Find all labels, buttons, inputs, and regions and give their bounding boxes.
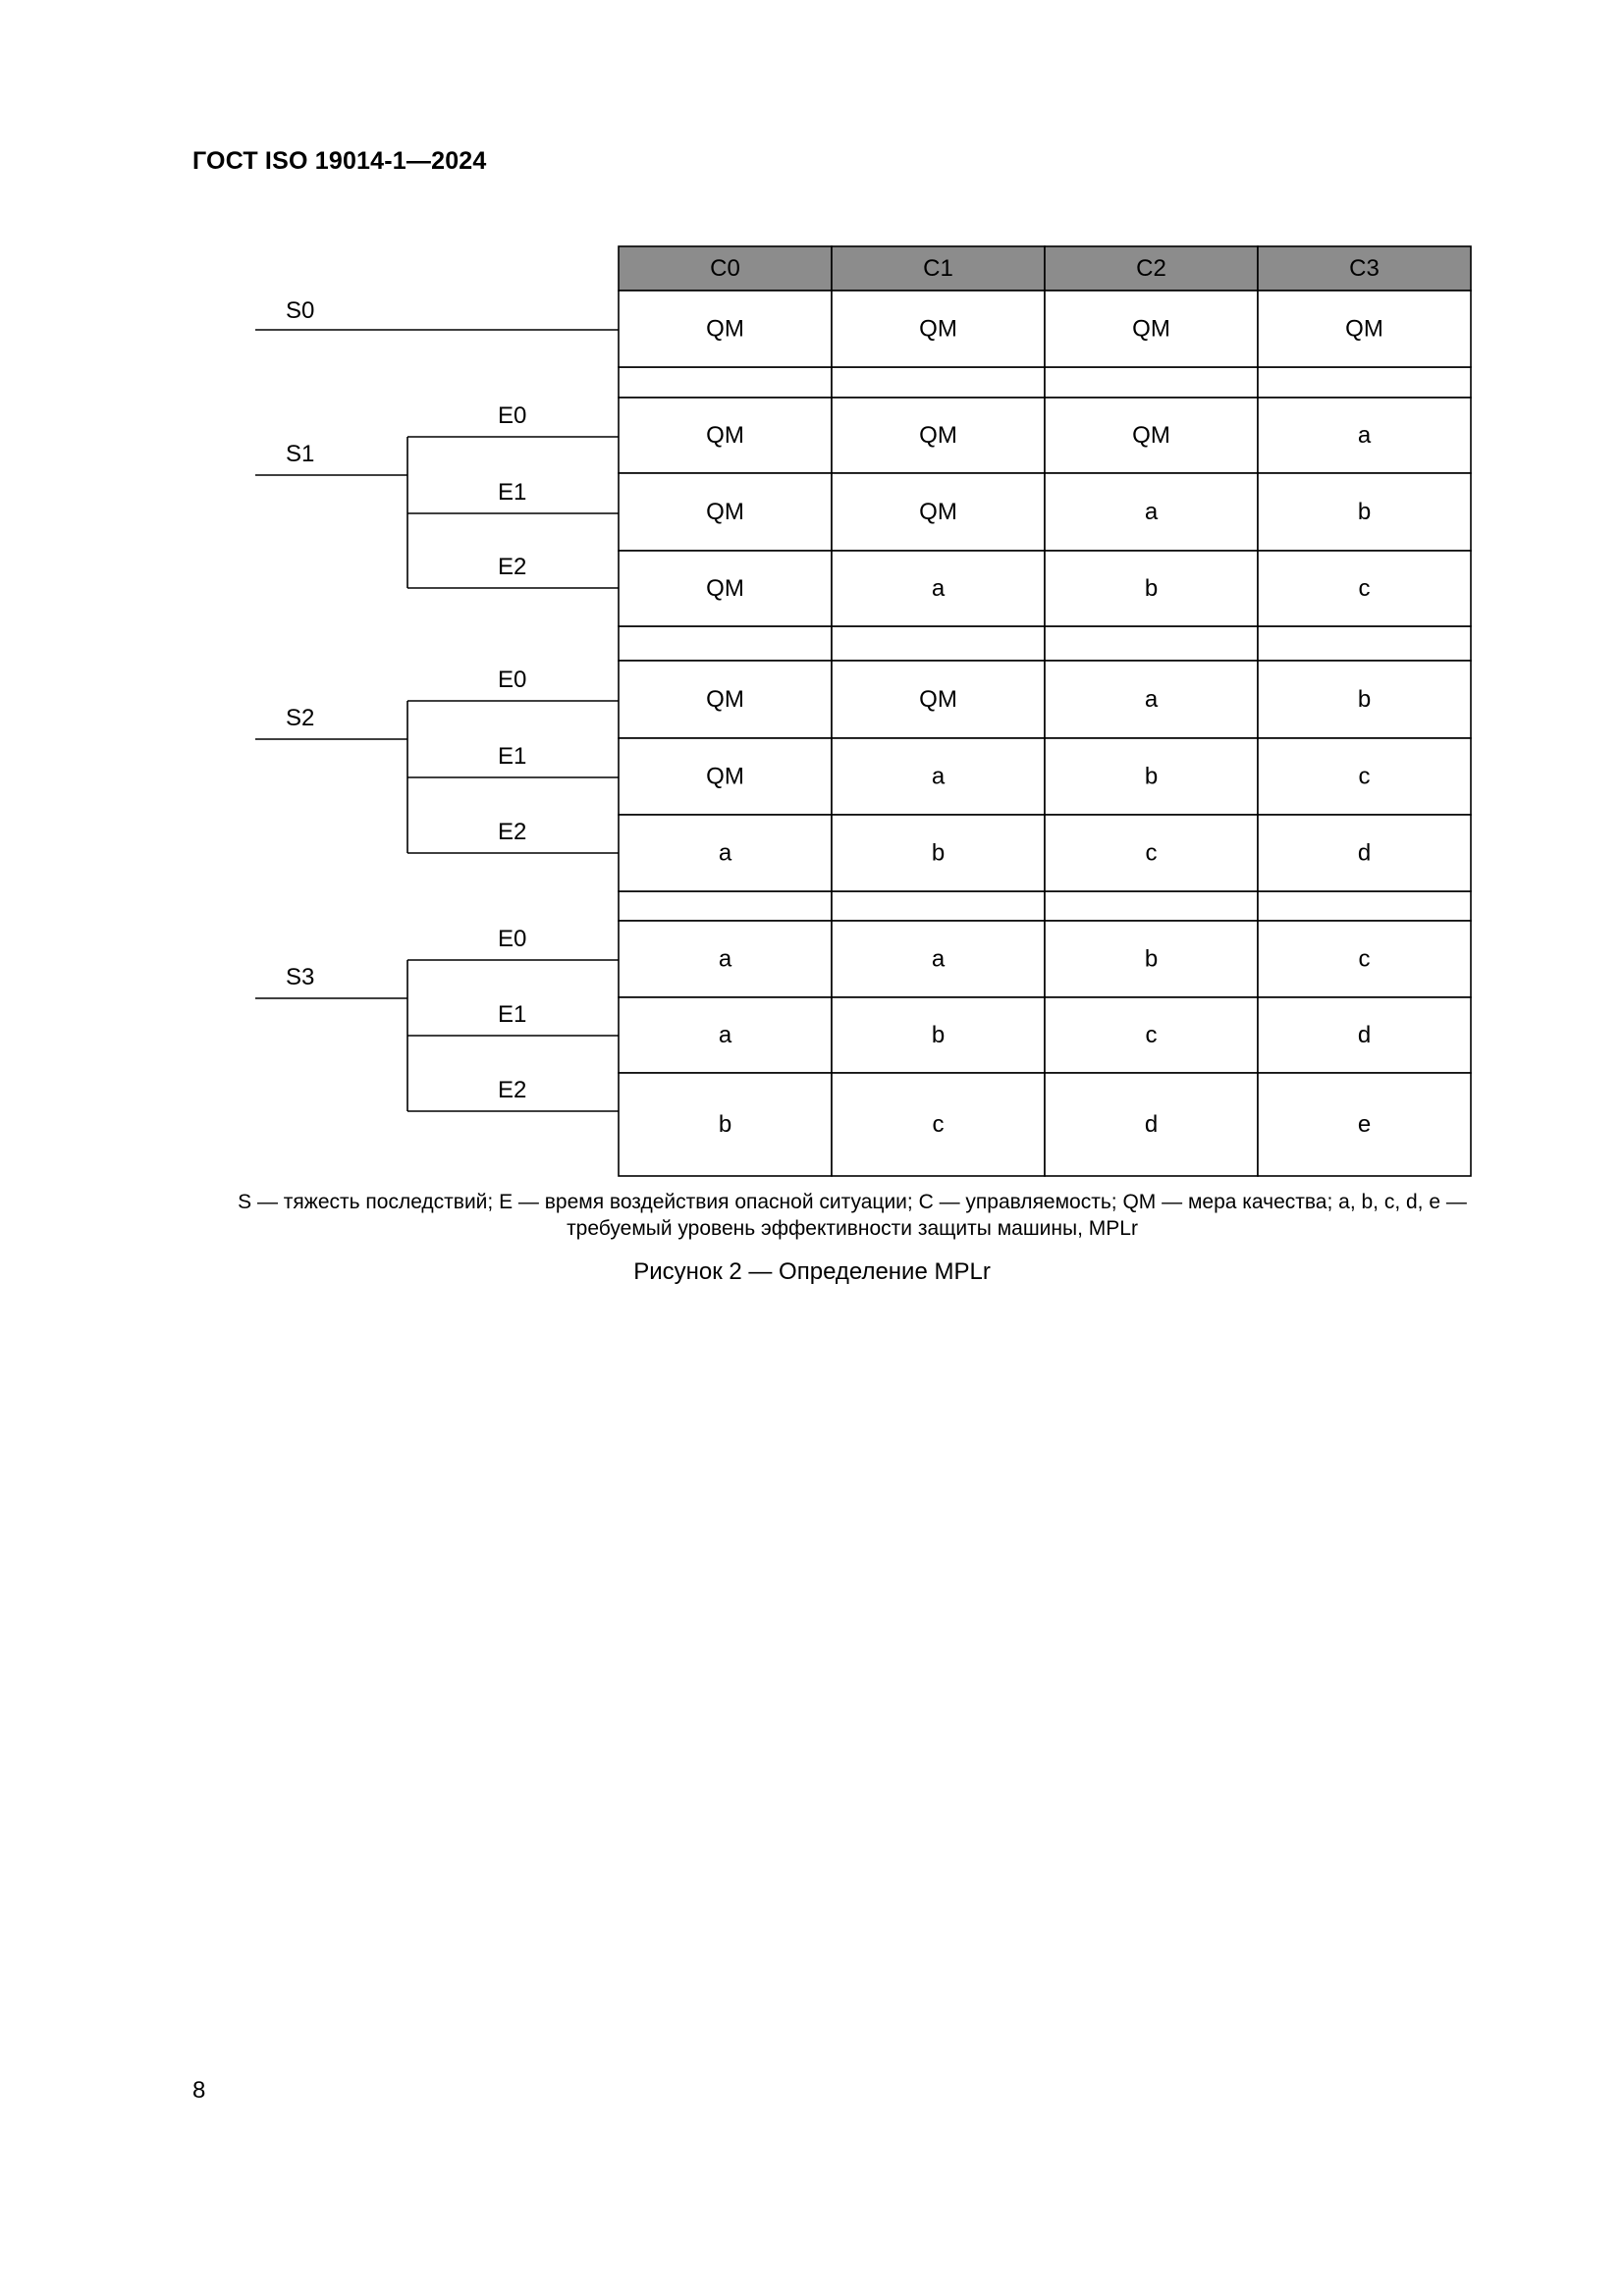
- matrix-cell-value: c: [1358, 763, 1371, 790]
- spacer-cell: [832, 891, 1045, 921]
- spacer-cell: [619, 626, 832, 661]
- matrix-cell-value: b: [931, 1021, 946, 1048]
- exposure-label: E2: [498, 819, 527, 845]
- matrix-cell-value: a: [1144, 685, 1159, 713]
- document-header: ГОСТ ISO 19014-1—2024: [192, 147, 487, 175]
- severity-label: S1: [286, 441, 315, 467]
- exposure-label: E2: [498, 554, 527, 580]
- matrix-cell-value: b: [1357, 498, 1372, 525]
- figure-caption: Рисунок 2 — Определение MPLr: [633, 1258, 991, 1285]
- column-header-label: C1: [923, 254, 953, 282]
- column-header-label: C0: [710, 254, 740, 282]
- matrix-cell-value: b: [1144, 763, 1159, 790]
- matrix-cell-value: c: [932, 1110, 945, 1138]
- spacer-cell: [619, 891, 832, 921]
- matrix-cell-value: QM: [706, 421, 744, 449]
- matrix-cell-value: b: [1357, 685, 1372, 713]
- spacer-cell: [1258, 367, 1471, 398]
- figure-legend-note: S — тяжесть последствий; E — время воздействия опасной ситуации; C — управляемость; QM — мера качества; a, b, c, d, e — требуемый уровень эффективности защиты машины, MPLr: [238, 1191, 1467, 1240]
- matrix-cell-value: QM: [706, 685, 744, 713]
- spacer-cell: [832, 626, 1045, 661]
- spacer-cell: [1258, 891, 1471, 921]
- matrix-cell-value: a: [1357, 421, 1372, 449]
- matrix-cell-value: QM: [706, 574, 744, 602]
- matrix-cell-value: b: [718, 1110, 732, 1138]
- severity-label: S2: [286, 705, 315, 731]
- matrix-cell-value: QM: [706, 315, 744, 343]
- matrix-cell-value: c: [1145, 1021, 1158, 1048]
- matrix-cell-value: a: [931, 574, 946, 602]
- exposure-label: E1: [498, 743, 527, 770]
- column-header-label: C3: [1349, 254, 1380, 282]
- matrix-cell-value: a: [931, 945, 946, 973]
- matrix-cell-value: QM: [1132, 315, 1170, 343]
- matrix-cell-value: a: [1144, 498, 1159, 525]
- exposure-label: E0: [498, 926, 527, 952]
- exposure-label: E2: [498, 1077, 527, 1103]
- matrix-cell-value: d: [1357, 1021, 1372, 1048]
- matrix-cell-value: QM: [919, 315, 957, 343]
- exposure-label: E1: [498, 479, 527, 506]
- matrix-cell-value: QM: [919, 498, 957, 525]
- spacer-cell: [1045, 891, 1258, 921]
- exposure-label: E0: [498, 402, 527, 429]
- matrix-cell-value: a: [718, 945, 732, 973]
- matrix-cell-value: c: [1358, 945, 1371, 973]
- spacer-cell: [832, 367, 1045, 398]
- exposure-label: E1: [498, 1001, 527, 1028]
- matrix-cell-value: a: [718, 839, 732, 867]
- page-number: 8: [192, 2077, 206, 2104]
- matrix-cell-value: e: [1357, 1110, 1372, 1138]
- spacer-cell: [1045, 626, 1258, 661]
- exposure-label: E0: [498, 667, 527, 693]
- spacer-cell: [1045, 367, 1258, 398]
- matrix-cell-value: b: [931, 839, 946, 867]
- matrix-cell-value: QM: [1345, 315, 1383, 343]
- matrix-cell-value: c: [1145, 839, 1158, 867]
- matrix-cell-value: a: [718, 1021, 732, 1048]
- column-header-label: C2: [1136, 254, 1166, 282]
- matrix-cell-value: QM: [919, 685, 957, 713]
- matrix-cell-value: QM: [1132, 421, 1170, 449]
- matrix-cell-value: a: [931, 763, 946, 790]
- severity-label: S3: [286, 964, 315, 990]
- matrix-cell-value: b: [1144, 945, 1159, 973]
- matrix-cell-value: QM: [919, 421, 957, 449]
- matrix-cell-value: d: [1357, 839, 1372, 867]
- matrix-cell-value: c: [1358, 574, 1371, 602]
- spacer-cell: [619, 367, 832, 398]
- matrix-cell-value: QM: [706, 763, 744, 790]
- severity-label: S0: [286, 297, 315, 324]
- spacer-cell: [1258, 626, 1471, 661]
- matrix-cell-value: b: [1144, 574, 1159, 602]
- matrix-cell-value: QM: [706, 498, 744, 525]
- matrix-cell-value: d: [1144, 1110, 1159, 1138]
